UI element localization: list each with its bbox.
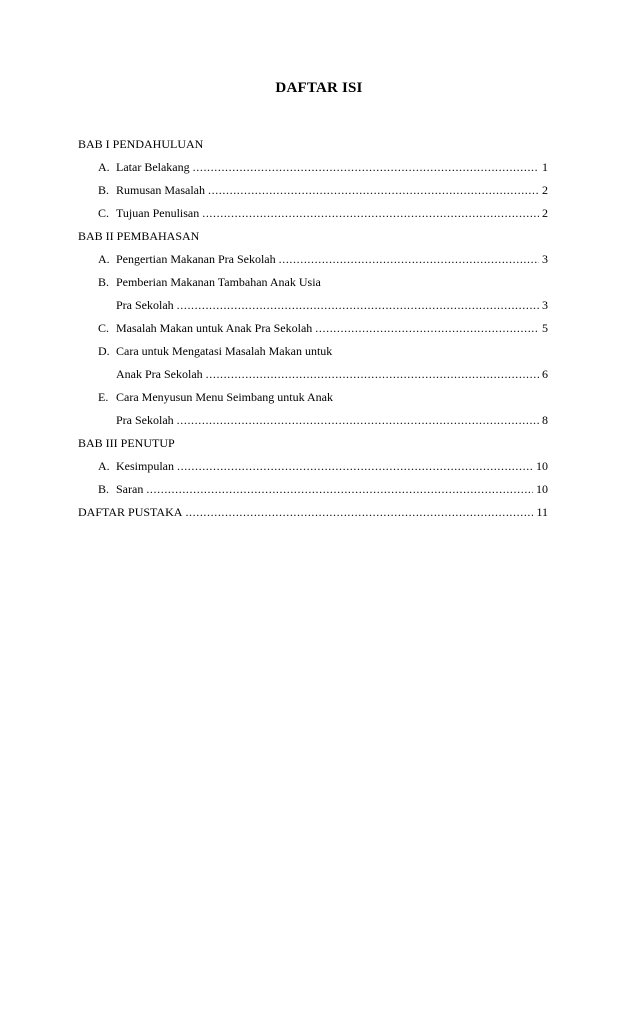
- entry-letter: B.: [98, 183, 110, 197]
- toc-entry-latar-belakang[interactable]: [78, 160, 548, 183]
- entry-page-number: 5: [542, 321, 548, 335]
- entry-letter: B.: [98, 275, 110, 289]
- entry-letter: A.: [98, 160, 110, 174]
- entry-letter: C.: [98, 321, 110, 335]
- entry-title: Cara Menyusun Menu Seimbang untuk Anak: [116, 390, 333, 404]
- toc-entry-menu-seimbang-line-1[interactable]: [78, 390, 548, 413]
- dot-leader: [177, 413, 539, 428]
- entry-title-continued: Pra Sekolah: [116, 298, 174, 312]
- entry-title: Rumusan Masalah: [116, 183, 205, 197]
- entry-title: Pengertian Makanan Pra Sekolah: [116, 252, 276, 266]
- dot-leader: [206, 367, 539, 382]
- toc-entry-menu-seimbang-line-2[interactable]: [78, 413, 548, 436]
- entry-page-number: 3: [542, 252, 548, 266]
- entry-title: Cara untuk Mengatasi Masalah Makan untuk: [116, 344, 333, 358]
- toc-entry-pengertian[interactable]: [78, 252, 548, 275]
- toc-entry-rumusan-masalah[interactable]: [78, 183, 548, 206]
- toc-entry-masalah-makan[interactable]: [78, 321, 548, 344]
- dot-leader: [177, 298, 539, 313]
- toc-entry-pemberian-line-1[interactable]: [78, 275, 548, 298]
- chapter-heading-bab-2: BAB II PEMBAHASAN: [78, 229, 200, 243]
- entry-page-number: 1: [542, 160, 548, 174]
- dot-leader: [193, 160, 539, 175]
- dot-leader: [202, 206, 539, 221]
- entry-title: DAFTAR PUSTAKA: [78, 505, 183, 519]
- entry-letter: B.: [98, 482, 110, 496]
- entry-page-number: 11: [536, 505, 548, 519]
- entry-page-number: 6: [542, 367, 548, 381]
- entry-letter: A.: [98, 252, 110, 266]
- entry-title: Saran: [116, 482, 144, 496]
- entry-page-number: 2: [542, 183, 548, 197]
- dot-leader: [279, 252, 539, 267]
- dot-leader: [208, 183, 539, 198]
- dot-leader: [185, 505, 533, 520]
- entry-page-number: 10: [536, 482, 548, 496]
- entry-title: Tujuan Penulisan: [116, 206, 200, 220]
- entry-title-continued: Anak Pra Sekolah: [116, 367, 203, 381]
- toc-entry-kesimpulan[interactable]: [78, 459, 548, 482]
- toc-entry-saran[interactable]: [78, 482, 548, 505]
- entry-title: Pemberian Makanan Tambahan Anak Usia: [116, 275, 321, 289]
- entry-page-number: 8: [542, 413, 548, 427]
- toc-entry-cara-mengatasi-line-1[interactable]: [78, 344, 548, 367]
- entry-page-number: 10: [536, 459, 548, 473]
- chapter-heading-bab-3: BAB III PENUTUP: [78, 436, 175, 450]
- entry-page-number: 2: [542, 206, 548, 220]
- toc-entry-daftar-pustaka[interactable]: [78, 505, 548, 528]
- toc-entry-tujuan-penulisan[interactable]: [78, 206, 548, 229]
- entry-letter: E.: [98, 390, 109, 404]
- entry-letter: C.: [98, 206, 110, 220]
- chapter-heading-bab-1: BAB I PENDAHULUAN: [78, 137, 204, 151]
- entry-title: Kesimpulan: [116, 459, 174, 473]
- table-of-contents: [78, 137, 548, 528]
- dot-leader: [146, 482, 533, 497]
- entry-title-continued: Pra Sekolah: [116, 413, 174, 427]
- entry-letter: D.: [98, 344, 110, 358]
- entry-title: Latar Belakang: [116, 160, 190, 174]
- page-title: DAFTAR ISI: [275, 80, 363, 96]
- entry-page-number: 3: [542, 298, 548, 312]
- dot-leader: [177, 459, 533, 474]
- toc-entry-cara-mengatasi-line-2[interactable]: [78, 367, 548, 390]
- entry-letter: A.: [98, 459, 110, 473]
- dot-leader: [315, 321, 539, 336]
- entry-title: Masalah Makan untuk Anak Pra Sekolah: [116, 321, 313, 335]
- toc-entry-pemberian-line-2[interactable]: [78, 298, 548, 321]
